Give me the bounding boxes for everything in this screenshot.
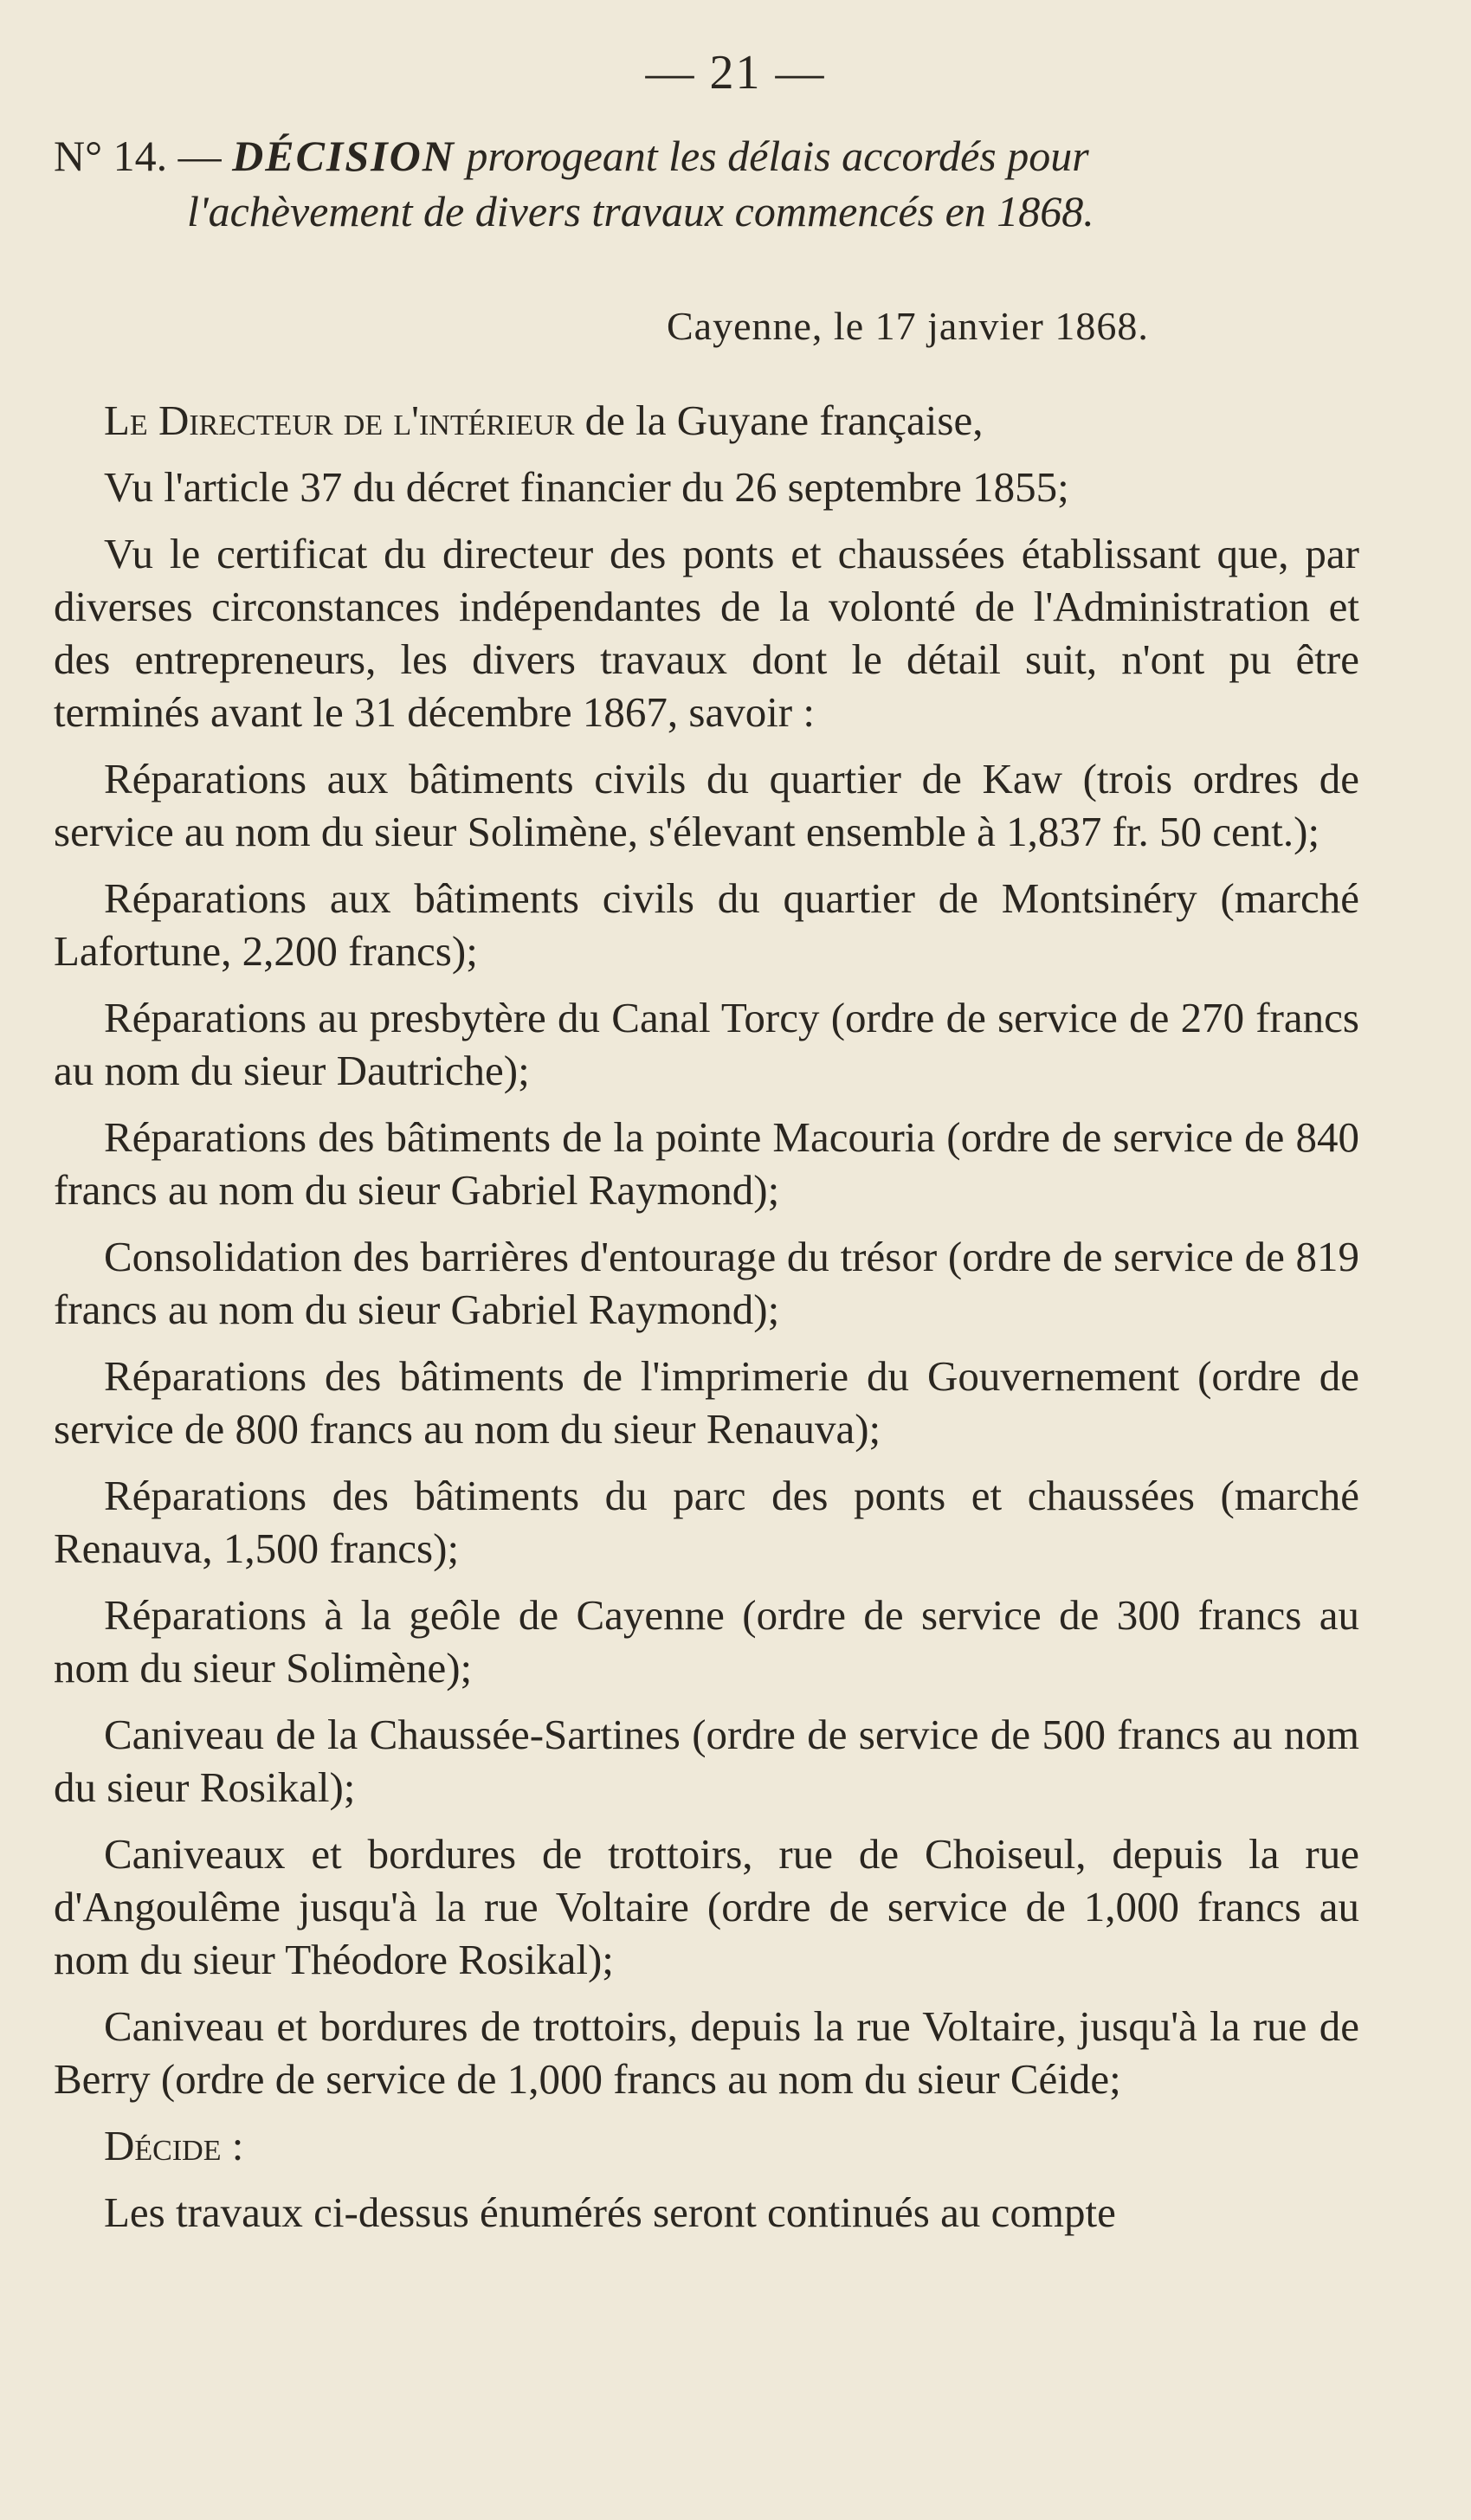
paragraph: Réparations aux bâtiments civils du quartier de Montsinéry (marché Lafortune, 2,200 francs);: [54, 874, 1359, 975]
authority: Le Directeur de l'intérieur: [104, 396, 575, 444]
document-body: [54, 394, 1359, 2253]
paragraph: Réparations à la geôle de Cayenne (ordre de service de 300 francs au nom du sieur Solimène);: [54, 1591, 1359, 1692]
intro-paragraph: [54, 394, 1359, 447]
title-line1-rest: prorogeant les délais accordés pour: [466, 132, 1089, 180]
decision-title: [54, 128, 1361, 239]
paragraph: Réparations des bâtiments de l'imprimerie du Gouvernement (ordre de service de 800 francs au nom du sieur Renauva);: [54, 1352, 1359, 1453]
authority-rest: de la Guyane française,: [584, 396, 984, 444]
place-date: Cayenne, le 17 janvier 1868.: [667, 304, 1149, 348]
paragraph: Réparations des bâtiments du parc des ponts et chaussées (marché Renauva, 1,500 francs);: [54, 1472, 1359, 1572]
decide-label: Décide :: [104, 2122, 244, 2169]
decision-keyword: DÉCISION: [232, 132, 455, 180]
title-line2: l'achèvement de divers travaux commencés en 1868.: [187, 187, 1094, 235]
paragraph: Caniveaux et bordures de trottoirs, rue de Choiseul, depuis la rue d'Angoulême jusqu'à la rue Voltaire (ordre de service de 1,000 francs au nom du sieur Théodore Rosikal);: [54, 1830, 1359, 1983]
decision-number: N° 14. —: [54, 132, 222, 180]
paragraph: Réparations au presbytère du Canal Torcy (ordre de service de 270 francs au nom du sieur Dautriche);: [54, 994, 1359, 1094]
paragraph: Réparations aux bâtiments civils du quartier de Kaw (trois ordres de service au nom du sieur Solimène, s'élevant ensemble à 1,837 fr. 50 cent.);: [54, 755, 1359, 855]
paragraph: Vu le certificat du directeur des ponts et chaussées établissant que, par diverses circonstances indépendantes de la volonté de l'Administration et des entrepreneurs, les divers travaux dont le détail suit, n'ont pu être terminés avant le 31 décembre 1867, savoir :: [54, 530, 1359, 736]
paragraph: Consolidation des barrières d'entourage du trésor (ordre de service de 819 francs au nom du sieur Gabriel Raymond);: [54, 1233, 1359, 1333]
paragraph: Vu l'article 37 du décret financier du 26 septembre 1855;: [104, 463, 1069, 511]
final-line: Les travaux ci-dessus énumérés seront continués au compte: [104, 2188, 1116, 2236]
paragraph: Caniveau et bordures de trottoirs, depuis la rue Voltaire, jusqu'à la rue de Berry (ordre de service de 1,000 francs au nom du sieur Céide;: [54, 2002, 1359, 2103]
page-number: — 21 —: [645, 46, 826, 100]
paragraph: Réparations des bâtiments de la pointe Macouria (ordre de service de 840 francs au nom du sieur Gabriel Raymond);: [54, 1113, 1359, 1214]
paragraph: Caniveau de la Chaussée-Sartines (ordre de service de 500 francs au nom du sieur Rosikal);: [54, 1711, 1359, 1811]
